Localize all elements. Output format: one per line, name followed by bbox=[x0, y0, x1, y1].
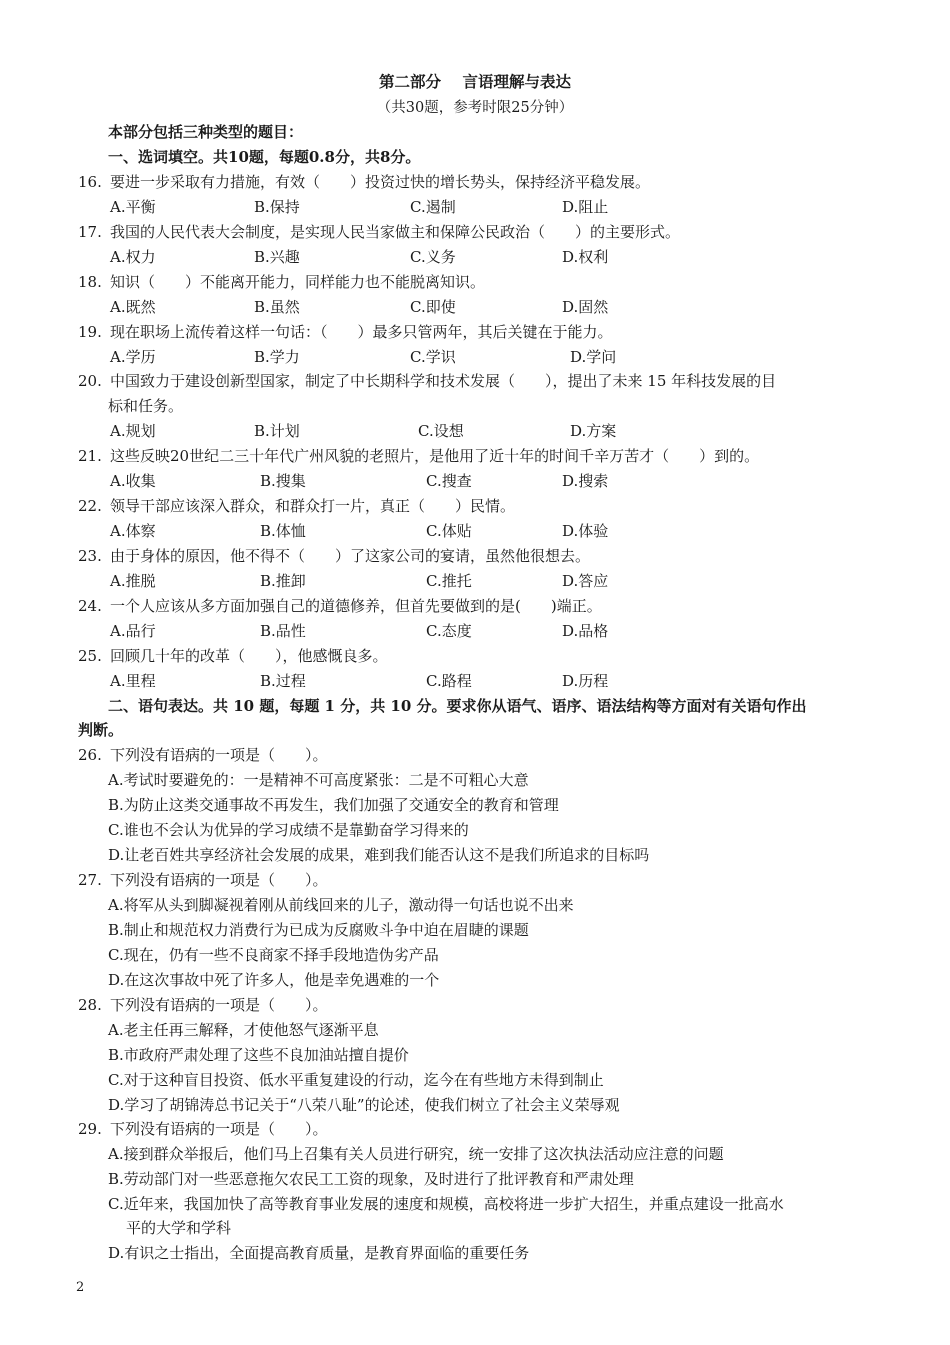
option-b: B.市政府严肃处理了这些不良加油站擅自提价 bbox=[108, 1046, 409, 1064]
option-b: B.兴趣 bbox=[254, 248, 300, 266]
option-c: C.搜查 bbox=[426, 472, 472, 490]
option-c: C.设想 bbox=[418, 422, 464, 440]
question-20-continued: 标和任务。 bbox=[108, 397, 184, 415]
option-a: A.既然 bbox=[110, 298, 156, 316]
option-d: D.权利 bbox=[562, 248, 609, 266]
option-d: D.在这次事故中死了许多人，他是幸免遇难的一个 bbox=[108, 971, 440, 989]
question-text: 下列没有语病的一项是（ ）。 bbox=[110, 1120, 328, 1138]
option-a: A.规划 bbox=[110, 422, 156, 440]
option-b: B.品性 bbox=[260, 622, 306, 640]
question-text: 下列没有语病的一项是（ ）。 bbox=[110, 996, 328, 1014]
option-b: B.过程 bbox=[260, 672, 306, 690]
question-17 bbox=[78, 222, 680, 244]
option-a: A.接到群众举报后，他们马上召集有关人员进行研究，统一安排了这次执法活动应注意的问题 bbox=[108, 1145, 724, 1163]
option-a: A.考试时要避免的：一是精神不可高度紧张：二是不可粗心大意 bbox=[108, 771, 529, 789]
option-c: C.即使 bbox=[410, 298, 456, 316]
question-23 bbox=[78, 546, 590, 568]
option-d: D.阻止 bbox=[562, 198, 609, 216]
option-a: A.体察 bbox=[110, 522, 156, 540]
option-c: C.遏制 bbox=[410, 198, 456, 216]
option-b: B.为防止这类交通事故不再发生，我们加强了交通安全的教育和管理 bbox=[108, 796, 559, 814]
option-d: D.学习了胡锦涛总书记关于“八荣八耻”的论述，使我们树立了社会主义荣辱观 bbox=[108, 1096, 620, 1114]
question-21 bbox=[78, 446, 759, 468]
option-a: A.收集 bbox=[110, 472, 156, 490]
question-text: 要进一步采取有力措施，有效（ ）投资过快的增长势头，保持经济平稳发展。 bbox=[110, 173, 651, 191]
question-text: 现在职场上流传着这样一句话：（ ）最多只管两年，其后关键在于能力。 bbox=[110, 323, 613, 341]
option-d: D.让老百姓共享经济社会发展的成果，难到我们能否认这不是我们所追求的目标吗 bbox=[108, 846, 650, 864]
option-c: C.近年来，我国加快了高等教育事业发展的速度和规模，高校将进一步扩大招生，并重点建设一批高水 bbox=[108, 1195, 784, 1213]
question-text: 由于身体的原因，他不得不（ ）了这家公司的宴请，虽然他很想去。 bbox=[110, 547, 591, 565]
option-b: B.保持 bbox=[254, 198, 300, 216]
question-28 bbox=[78, 995, 328, 1017]
section-heading-1: 一、选词填空。共10题，每题0.8分，共8分。 bbox=[108, 148, 421, 166]
intro-text: 本部分包括三种类型的题目： bbox=[108, 123, 304, 141]
question-text: 回顾几十年的改革（ ），他感慨良多。 bbox=[110, 647, 388, 665]
option-c: C.现在，仍有一些不良商家不择手段地造伪劣产品 bbox=[108, 946, 439, 964]
section-heading-2-continued: 判断。 bbox=[78, 721, 124, 739]
question-number: 22. bbox=[78, 497, 102, 515]
option-a: A.权力 bbox=[110, 248, 156, 266]
option-a: A.品行 bbox=[110, 622, 156, 640]
option-d: D.体验 bbox=[562, 522, 609, 540]
option-b: B.制止和规范权力消费行为已成为反腐败斗争中迫在眉睫的课题 bbox=[108, 921, 529, 939]
option-c-continued: 平的大学和学科 bbox=[126, 1219, 232, 1237]
question-text: 一个人应该从多方面加强自己的道德修养，但首先要做到的是( )端正。 bbox=[110, 597, 602, 615]
question-number: 25. bbox=[78, 647, 102, 665]
question-number: 20. bbox=[78, 372, 102, 390]
option-a: A.推脱 bbox=[110, 572, 156, 590]
question-text: 我国的人民代表大会制度，是实现人民当家做主和保障公民政治（ ）的主要形式。 bbox=[110, 223, 681, 241]
question-text: 知识（ ）不能离开能力，同样能力也不能脱离知识。 bbox=[110, 273, 486, 291]
option-b: B.虽然 bbox=[254, 298, 300, 316]
option-b: B.学力 bbox=[254, 348, 300, 366]
question-29 bbox=[78, 1119, 328, 1141]
question-27 bbox=[78, 870, 328, 892]
question-number: 16. bbox=[78, 173, 102, 191]
option-b: B.计划 bbox=[254, 422, 300, 440]
option-c: C.义务 bbox=[410, 248, 456, 266]
option-d: D.品格 bbox=[562, 622, 609, 640]
option-c: C.学识 bbox=[410, 348, 456, 366]
question-number: 18. bbox=[78, 273, 102, 291]
option-c: C.路程 bbox=[426, 672, 472, 690]
option-c: C.谁也不会认为优异的学习成绩不是靠勤奋学习得来的 bbox=[108, 821, 469, 839]
question-number: 19. bbox=[78, 323, 102, 341]
option-c: C.推托 bbox=[426, 572, 472, 590]
question-text: 下列没有语病的一项是（ ）。 bbox=[110, 871, 328, 889]
option-a: A.学历 bbox=[110, 348, 156, 366]
option-a: A.平衡 bbox=[110, 198, 156, 216]
question-22 bbox=[78, 496, 515, 518]
page-subtitle: （共30题，参考时限25分钟） bbox=[376, 100, 574, 116]
option-c: C.体贴 bbox=[426, 522, 472, 540]
question-number: 24. bbox=[78, 597, 102, 615]
question-18 bbox=[78, 272, 485, 294]
question-number: 23. bbox=[78, 547, 102, 565]
question-25 bbox=[78, 646, 388, 668]
question-24 bbox=[78, 596, 602, 618]
option-d: D.方案 bbox=[570, 422, 617, 440]
question-number: 26. bbox=[78, 746, 102, 764]
question-19 bbox=[78, 322, 613, 344]
option-b: B.劳动部门对一些恶意拖欠农民工工资的现象，及时进行了批评教育和严肃处理 bbox=[108, 1170, 634, 1188]
page-number: 2 bbox=[76, 1280, 85, 1295]
option-c: C.对于这种盲目投资、低水平重复建设的行动，迄今在有些地方未得到制止 bbox=[108, 1071, 604, 1089]
question-number: 28. bbox=[78, 996, 102, 1014]
option-d: D.答应 bbox=[562, 572, 609, 590]
option-a: A.将军从头到脚凝视着刚从前线回来的儿子，激动得一句话也说不出来 bbox=[108, 896, 574, 914]
option-b: B.推卸 bbox=[260, 572, 306, 590]
question-text: 领导干部应该深入群众，和群众打一片，真正（ ）民情。 bbox=[110, 497, 516, 515]
question-text: 下列没有语病的一项是（ ）。 bbox=[110, 746, 328, 764]
option-d: D.固然 bbox=[562, 298, 609, 316]
option-a: A.里程 bbox=[110, 672, 156, 690]
section-heading-2: 二、语句表达。共 10 题，每题 1 分，共 10 分。要求你从语气、语序、语法结构等方面对有关语句作出 bbox=[108, 697, 807, 715]
option-a: A.老主任再三解释，才使他怒气逐渐平息 bbox=[108, 1021, 379, 1039]
option-c: C.态度 bbox=[426, 622, 472, 640]
question-number: 21. bbox=[78, 447, 102, 465]
question-20 bbox=[78, 371, 776, 393]
question-16 bbox=[78, 172, 650, 194]
option-d: D.学问 bbox=[570, 348, 617, 366]
option-b: B.体恤 bbox=[260, 522, 306, 540]
option-d: D.搜索 bbox=[562, 472, 609, 490]
question-text: 中国致力于建设创新型国家，制定了中长期科学和技术发展（ ），提出了未来 15 年科技发展的目 bbox=[110, 372, 777, 390]
page-title: 第二部分 言语理解与表达 bbox=[378, 72, 572, 91]
question-number: 29. bbox=[78, 1120, 102, 1138]
option-b: B.搜集 bbox=[260, 472, 306, 490]
question-number: 27. bbox=[78, 871, 102, 889]
option-d: D.历程 bbox=[562, 672, 609, 690]
question-text: 这些反映20世纪二三十年代广州风貌的老照片，是他用了近十年的时间千辛万苦才（ ）到的。 bbox=[110, 447, 760, 465]
question-number: 17. bbox=[78, 223, 102, 241]
option-d: D.有识之士指出，全面提高教育质量，是教育界面临的重要任务 bbox=[108, 1244, 530, 1262]
question-26 bbox=[78, 745, 328, 767]
